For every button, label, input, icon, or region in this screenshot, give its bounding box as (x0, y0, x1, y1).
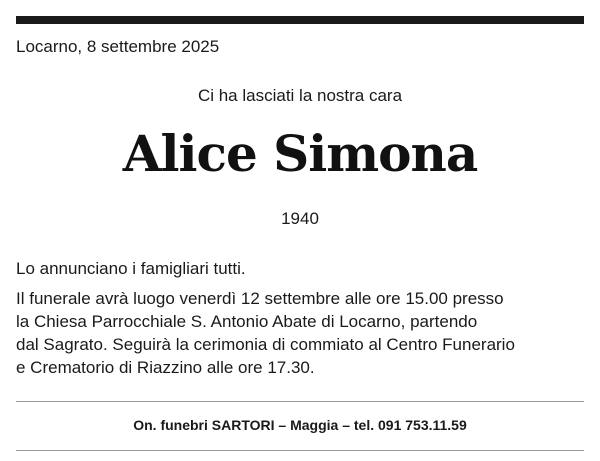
place-date: Locarno, 8 settembre 2025 (16, 37, 220, 56)
funeral-line: la Chiesa Parrocchiale S. Antonio Abate di Locarno, partendo (16, 312, 478, 331)
funeral-details (16, 287, 586, 379)
announcement-text: Lo annunciano i famigliari tutti. (16, 259, 246, 278)
funeral-line: dal Sagrato. Seguirà la cerimonia di commiato al Centro Funerario (16, 335, 515, 354)
funeral-home-contact: On. funebri SARTORI – Maggia – tel. 091 753.11.59 (133, 417, 467, 433)
footer-bottom-divider (16, 450, 584, 451)
intro-text: Ci ha lasciati la nostra cara (197, 86, 403, 105)
birth-year: 1940 (281, 209, 319, 228)
funeral-line: e Crematorio di Riazzino alle ore 17.30. (16, 358, 315, 377)
funeral-line: Il funerale avrà luogo venerdì 12 settembre alle ore 15.00 presso (16, 289, 504, 308)
top-border-rule (16, 16, 584, 24)
footer-top-divider (16, 401, 584, 402)
deceased-name: Alice Simona (122, 124, 478, 183)
